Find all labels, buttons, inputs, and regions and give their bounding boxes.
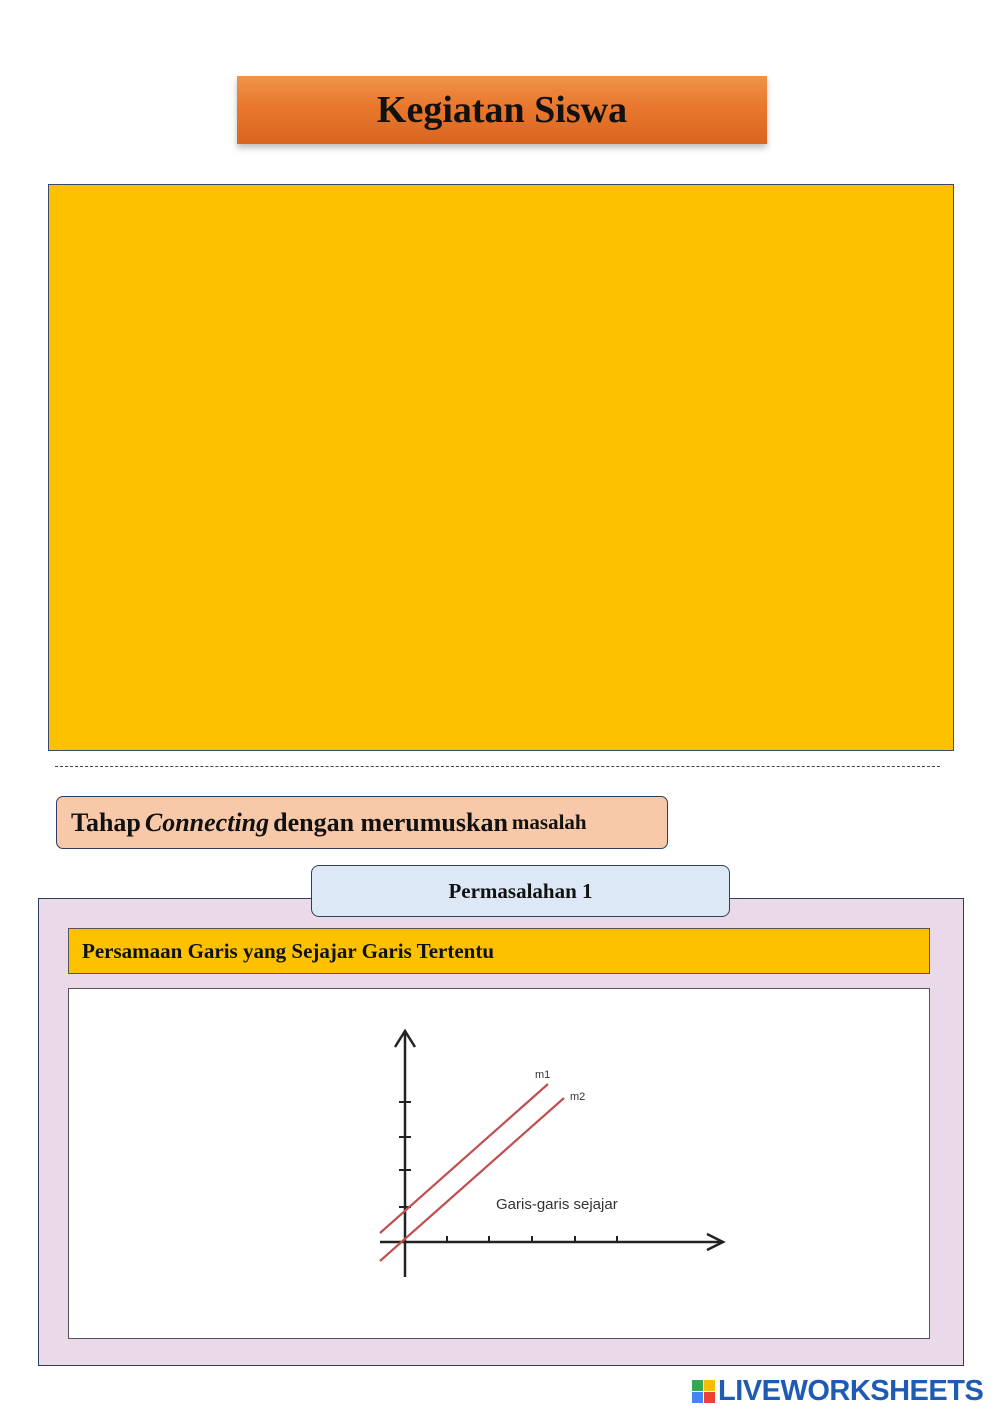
parallel-lines-diagram (69, 989, 931, 1340)
page-title: Kegiatan Siswa (376, 89, 628, 131)
brand-text: LIVEWORKSHEETS (718, 1374, 984, 1407)
stage-prefix: Tahap (71, 807, 141, 837)
title-banner (237, 76, 767, 144)
line-m2 (380, 1098, 564, 1261)
problem-subtitle-text: Persamaan Garis yang Sejajar Garis Tertentu (82, 938, 495, 963)
activity-area (48, 184, 954, 751)
problem-tab-label: Permasalahan 1 (448, 878, 593, 903)
stage-heading (56, 796, 668, 849)
stage-emphasis: Connecting (144, 807, 270, 837)
stage-suffix: masalah (511, 810, 587, 834)
problem-tab (311, 865, 730, 917)
label-m2: m2 (570, 1091, 586, 1103)
figure-panel (68, 988, 930, 1339)
liveworksheets-logo (692, 1374, 983, 1408)
figure-caption: Garis-garis sejajar (496, 1196, 618, 1213)
brand-icon (692, 1380, 715, 1403)
stage-middle: dengan merumuskan (273, 807, 508, 837)
problem-subtitle (68, 928, 930, 974)
label-m1: m1 (535, 1069, 551, 1081)
dashed-divider (55, 766, 940, 767)
